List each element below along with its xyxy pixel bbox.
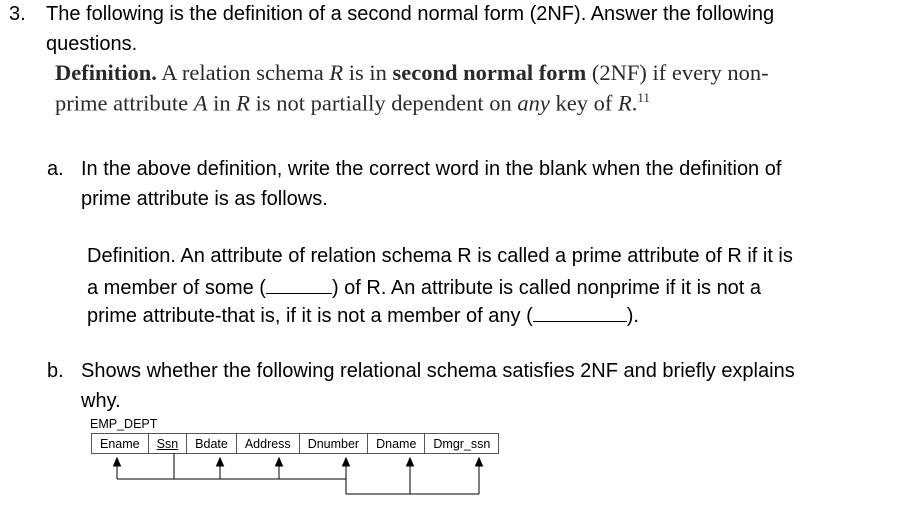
question-number: 3. [9, 3, 26, 25]
prime-definition-line1: Definition. An attribute of relation schema R is called a prime attribute of R if it is [87, 245, 793, 267]
attr-dname: Dname [368, 434, 425, 454]
definition-text: ) of R. An attribute is called nonprime if it is not a [331, 277, 762, 299]
symbol-r: R [618, 90, 632, 116]
part-b-text-line1: Shows whether the following relational schema satisfies 2NF and briefly explains [81, 360, 795, 382]
part-b-label: b. [47, 360, 64, 382]
definition-text: in [207, 90, 237, 116]
definition-term: second normal form [392, 60, 587, 85]
arrowhead-icon [476, 458, 483, 466]
schema-name: EMP_DEPT [90, 417, 158, 431]
definition-text: is not partially dependent on [249, 90, 518, 116]
attr-ssn-key: Ssn [148, 434, 187, 454]
attr-address: Address [236, 434, 299, 454]
attr-dnumber: Dnumber [299, 434, 367, 454]
part-a-text-line2: prime attribute is as follows. [81, 188, 328, 210]
arrowhead-icon [217, 458, 224, 466]
part-a-label: a. [47, 158, 64, 180]
definition-text: key of [549, 90, 619, 116]
definition-text: prime attribute-that is, if it is not a member of any ( [87, 305, 533, 327]
symbol-r: R [329, 60, 344, 85]
arrowhead-icon [407, 458, 414, 466]
fd-dnumber-group [346, 458, 483, 494]
arrowhead-icon [343, 458, 350, 466]
arrowhead-icon [276, 458, 283, 466]
part-b-text-line2: why. [81, 390, 121, 412]
question-text-line2: questions. [46, 33, 138, 55]
definition-text: is in [343, 60, 393, 85]
definition-text: prime attribute [55, 90, 194, 116]
symbol-a: A [193, 90, 208, 116]
arrowhead-icon [114, 458, 121, 466]
attr-bdate: Bdate [187, 434, 237, 454]
definition-text: ). [626, 305, 639, 327]
definition-text: . [631, 90, 638, 116]
definition-label: Definition. [55, 60, 157, 85]
fd-ssn-group [114, 453, 350, 479]
footnote-marker: 11 [637, 90, 650, 105]
attr-ename: Ename [92, 434, 149, 454]
question-text-line1: The following is the definition of a second normal form (2NF). Answer the following [46, 3, 775, 25]
definition-text: A relation schema [156, 60, 330, 85]
definition-text: (2NF) if every non- [586, 60, 769, 85]
attr-dmgr-ssn: Dmgr_ssn [425, 434, 499, 454]
part-a-text-line1: In the above definition, write the correct word in the blank when the definition of [81, 158, 782, 180]
emphasis-any: any [517, 90, 550, 116]
symbol-r: R [236, 90, 250, 116]
definition-text: a member of some ( [87, 277, 266, 299]
